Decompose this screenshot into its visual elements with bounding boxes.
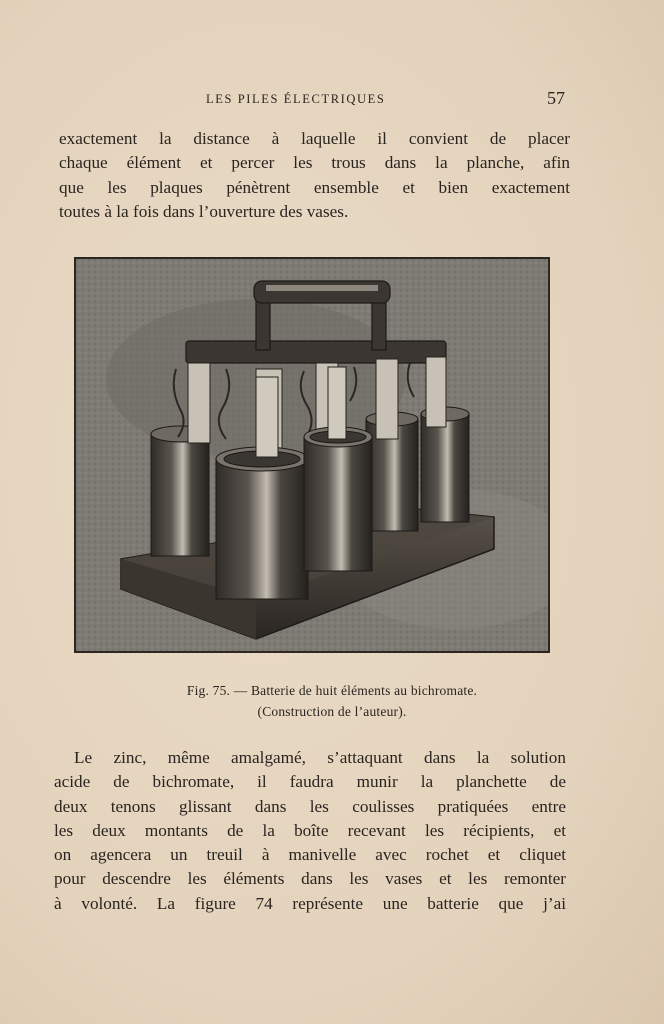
running-head: LES PILES ÉLECTRIQUES <box>206 92 386 106</box>
text-line: chaque élément et percer les trous dans la planche, afin <box>59 153 570 173</box>
text-line: à volonté. La figure 74 représente une batterie que j’ai <box>54 893 566 913</box>
figure-illustration <box>74 257 550 653</box>
text-line: deux tenons glissant dans les coulisses pratiquées entre <box>54 796 566 816</box>
paragraph-2 <box>54 746 566 916</box>
battery-engraving <box>76 259 548 651</box>
page-number: 57 <box>547 88 565 108</box>
text-line: acide de bichromate, il faudra munir la planchette de <box>54 772 566 792</box>
text-line: on agencera un treuil à manivelle avec rochet et cliquet <box>54 845 566 865</box>
text-line: les deux montants de la boîte recevant les récipients, et <box>54 820 566 840</box>
figure-caption-line-2: (Construction de l’auteur). <box>257 704 407 719</box>
text-line: Le zinc, même amalgamé, s’attaquant dans la solution <box>74 748 566 767</box>
figure-caption-line-1: Fig. 75. — Batterie de huit éléments au bichromate. <box>186 683 478 698</box>
text-line: pour descendre les éléments dans les vases et les remonter <box>54 869 566 889</box>
text-line: exactement la distance à laquelle il convient de placer <box>59 129 570 148</box>
text-line: toutes à la fois dans l’ouverture des vases. <box>59 201 349 221</box>
text-line: que les plaques pénètrent ensemble et bien exactement <box>59 177 570 197</box>
paragraph-1 <box>59 127 570 224</box>
